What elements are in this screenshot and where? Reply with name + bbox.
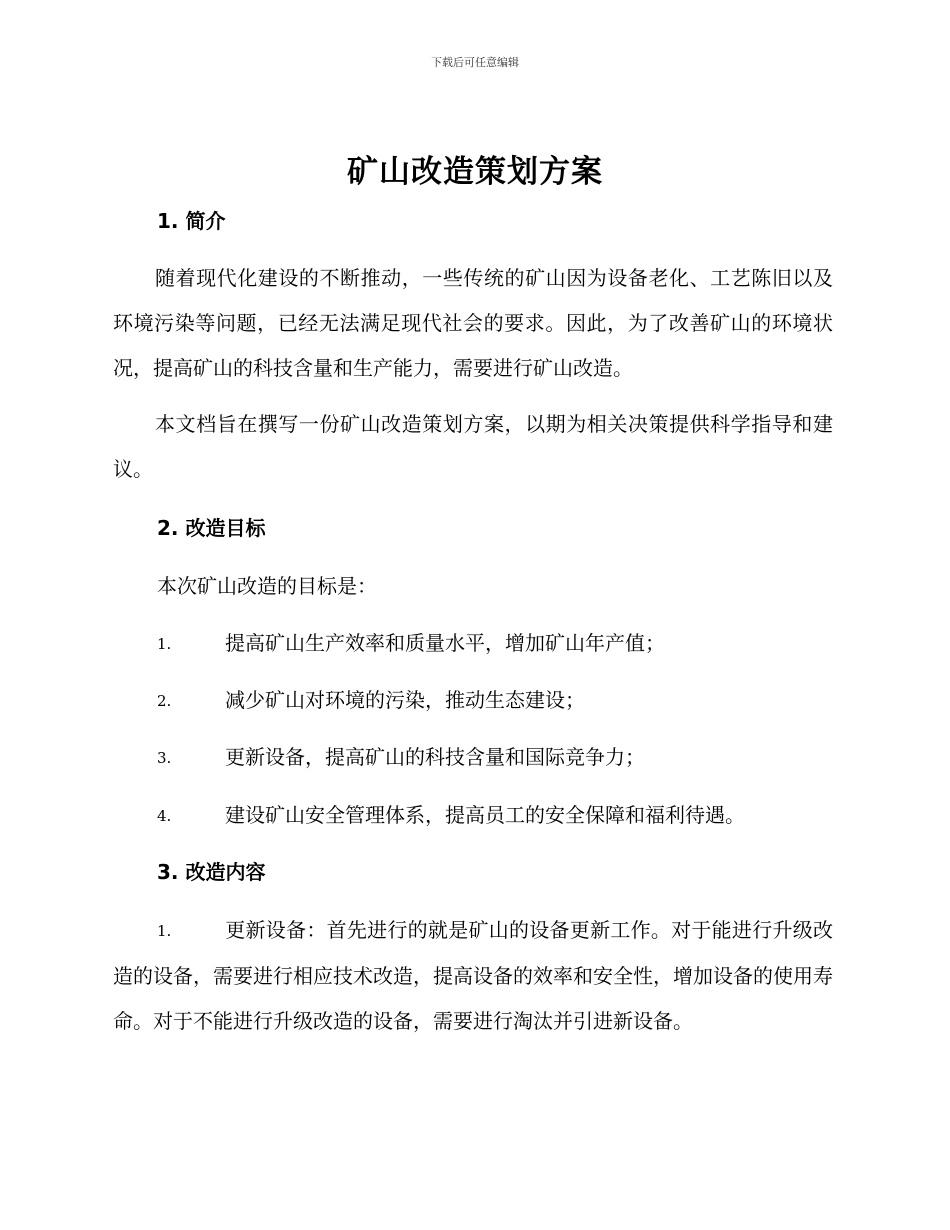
section-heading-intro: 1. 简介 <box>157 209 226 233</box>
goal-item-number: 2. <box>157 692 172 710</box>
content-item-text: 更新设备：首先进行的就是矿山的设备更新工作。对于能进行升级改造的设备，需要进行相应技术改造，提高设备的效率和安全性，增加设备的使用寿命。对于不能进行升级改造的设备，需要进行淘汰并引进新设备。 <box>113 918 833 1033</box>
document-title: 矿山改造策划方案 <box>347 154 603 190</box>
goal-item-text: 减少矿山对环境的污染，推动生态建设； <box>225 688 585 712</box>
goals-intro: 本次矿山改造的目标是： <box>157 574 377 598</box>
page-header-note: 下载后可任意编辑 <box>431 56 519 69</box>
goal-item-text: 建设矿山安全管理体系，提高员工的安全保障和福利待遇。 <box>225 803 745 827</box>
intro-paragraph-2: 本文档旨在撰写一份矿山改造策划方案，以期为相关决策提供科学指导和建议。 <box>113 412 833 481</box>
goal-item-text: 提高矿山生产效率和质量水平，增加矿山年产值； <box>225 631 665 655</box>
content-item <box>113 908 833 1044</box>
goal-item-number: 3. <box>157 749 172 767</box>
goal-item-number: 1. <box>157 635 172 653</box>
section-heading-content: 3. 改造内容 <box>157 860 266 884</box>
intro-paragraph-1: 随着现代化建设的不断推动，一些传统的矿山因为设备老化、工艺陈旧以及环境污染等问题，已经无法满足现代社会的要求。因此，为了改善矿山的环境状况，提高矿山的科技含量和生产能力，需要进行矿山改造。 <box>113 266 833 380</box>
content-item-number: 1. <box>157 922 172 940</box>
section-heading-goals: 2. 改造目标 <box>157 516 266 540</box>
goal-item-number: 4. <box>157 807 172 825</box>
goal-item-text: 更新设备，提高矿山的科技含量和国际竞争力； <box>225 745 645 769</box>
